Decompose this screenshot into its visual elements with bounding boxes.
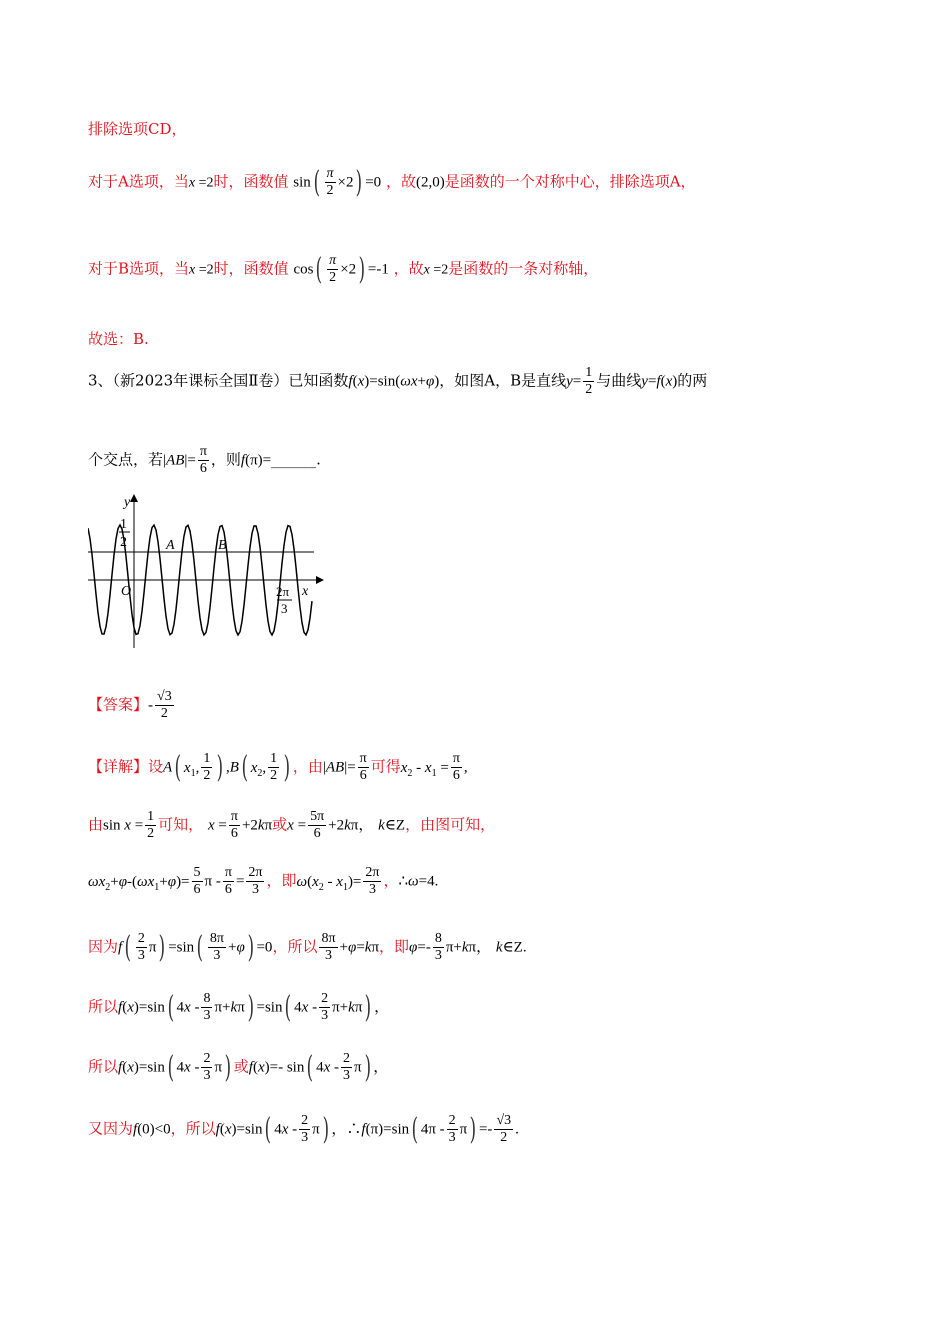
detail-line-4: 因为f( $\frac{2}{3}$ π) =sin( $\frac{8\pi}{3}$ +φ) =0，所以 $\frac{8\pi}{3}$ +φ=kπ，即φ=- $\frac{8}{3}$ π+kπ， k∈Z.	[88, 930, 527, 965]
label-b: B	[218, 538, 227, 553]
detail-line-5: 所以f(x)=sin( 4x - $\frac{8}{3}$ π+kπ) =sin( 4x - $\frac{2}{3}$ π+kπ) ，	[88, 990, 390, 1025]
tick-num: 2π	[276, 584, 290, 599]
sine-graph	[88, 490, 328, 655]
question-line-2: 个交点，若|AB|= $\frac{\pi}{6}$ ，则f(π)=______.	[88, 444, 321, 476]
text-option-b: 对于B选项，当x =2时，函数值 cos( $\frac{\pi}{2}$ ×2) =-1 ，故x =2是函数的一条对称轴，	[88, 252, 599, 287]
y-axis-arrow	[130, 494, 138, 502]
detail-line-3: $\omega x_2+\varphi-(\omega x_1+\varphi)=$ $\frac{5}{6}$ π - $\frac{\pi}{6}$ = $\frac{2\pi}{3}$ ，即$\omega(x_2 - x_1)=$ $\frac{2\pi}{3}$ ，∴ω=4.	[88, 865, 439, 897]
text-choose-b: 故选：B.	[88, 330, 149, 348]
detail-line-7: 又因为f(0)<0，所以f(x)=sin( 4x - $\frac{2}{3}$ π) ，∴f(π)=sin( 4π - $\frac{2}{3}$ π) =- $\frac{√3}{2}$ .	[88, 1112, 519, 1147]
detail-line-2: 由sin x = $\frac{1}{2}$ 可知， x = $\frac{\pi}{6}$ +2kπ或x = $\frac{5\pi}{6}$ +2kπ， k∈Z，由图可知，	[88, 809, 496, 841]
answer-line: 【答案】- $\frac{√3}{2}$	[88, 689, 172, 721]
half-den: 2	[120, 535, 127, 550]
half-num: 1	[120, 517, 127, 532]
detail-line-6: 所以f(x)=sin( 4x - $\frac{2}{3}$ π) 或f(x)=- sin( 4x - $\frac{2}{3}$ π) ，	[88, 1050, 389, 1085]
question-line-1: 3、（新2023年课标全国Ⅱ卷）已知函数f(x)=sin(ωx+φ)，如图A，B是直线y= $\frac{1}{2}$ 与曲线y=f(x)的两	[88, 365, 708, 397]
tick-den: 3	[281, 601, 288, 616]
text-exclude-cd: 排除选项CD，	[88, 120, 187, 138]
label-a: A	[166, 538, 175, 553]
origin-label: O	[121, 584, 132, 599]
x-label: x	[302, 584, 309, 599]
x-axis-arrow	[316, 576, 324, 584]
detail-line-1: 【详解】设A( $x_1$, $\frac{1}{2}$ ) ,B( $x_2$, $\frac{1}{2}$ ) ，由|AB|= $\frac{\pi}{6}$ 可得$x_2 - x_1$ = $\frac{\pi}{6}$ ,	[88, 750, 468, 785]
y-label: y	[124, 495, 131, 510]
text-option-a: 对于A选项，当x =2时，函数值 sin( $\frac{\pi}{2}$ ×2) =0 ，故(2,0)是函数的一个对称中心，排除选项A，	[88, 165, 696, 200]
